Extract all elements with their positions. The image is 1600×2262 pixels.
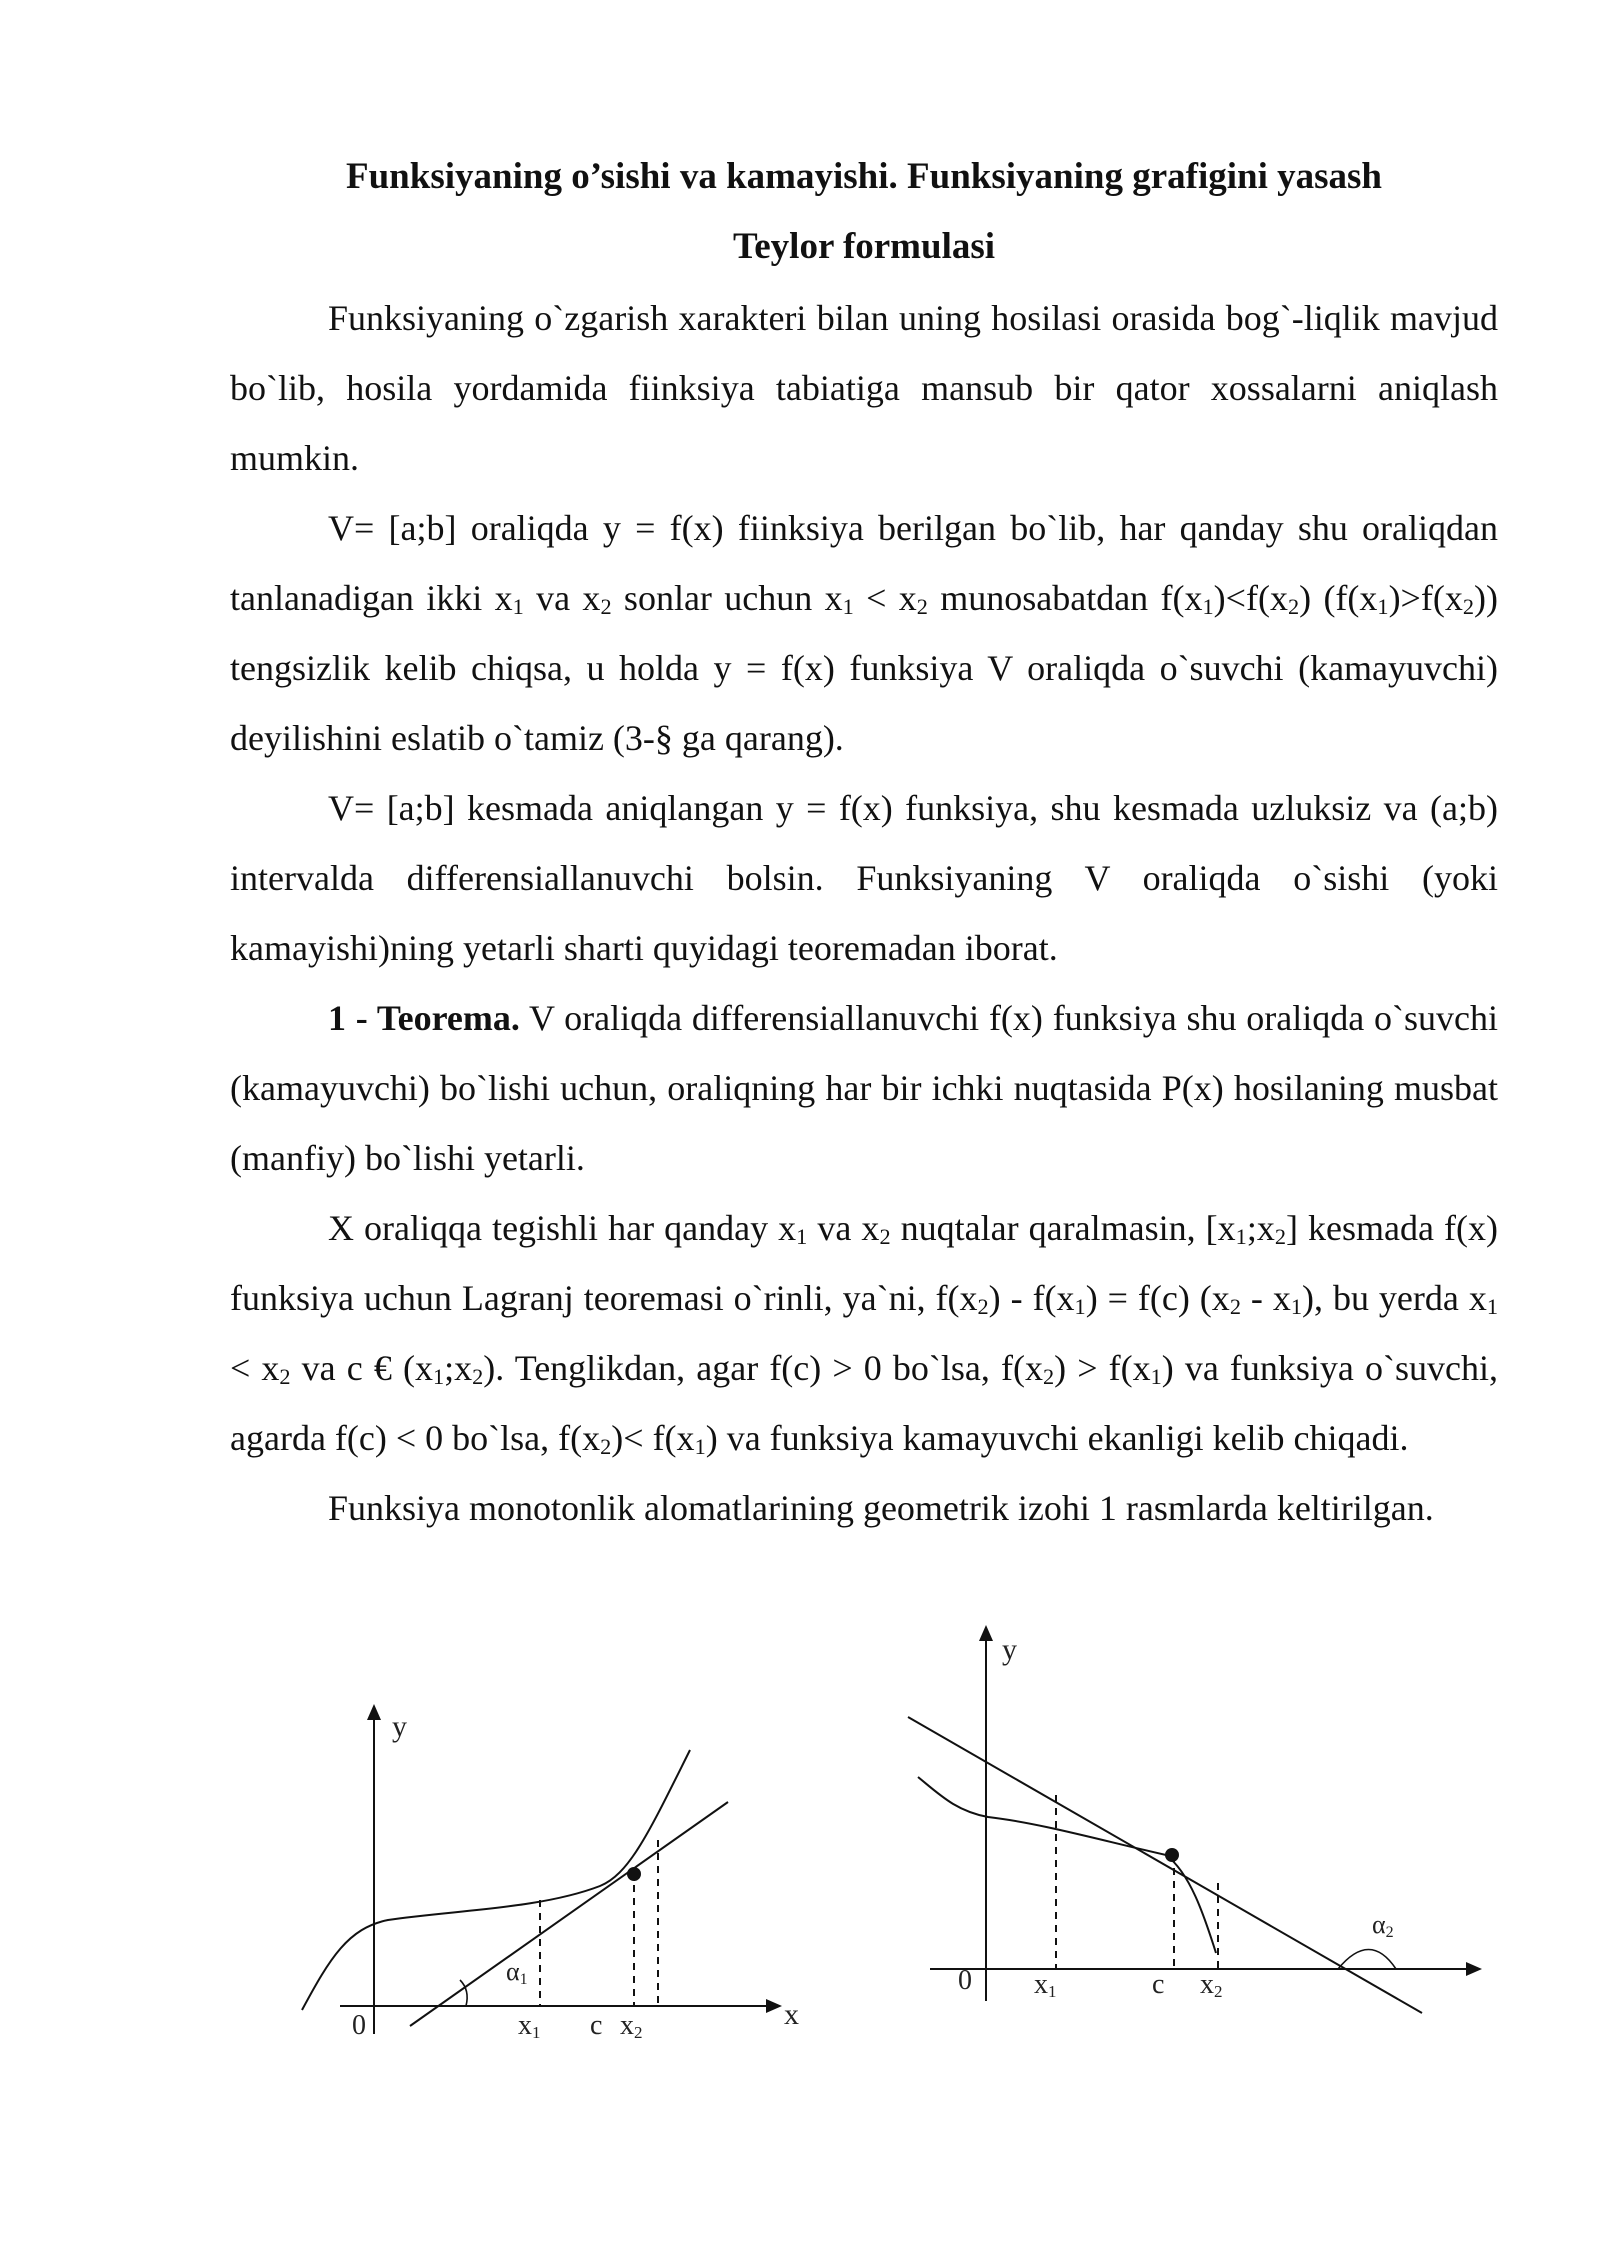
- tangent-line: [410, 1802, 728, 2026]
- alpha1-label: α1: [506, 1957, 528, 1988]
- figure-decreasing: [890, 1615, 1500, 2035]
- x-axis-arrow: [766, 1999, 782, 2013]
- paragraph-6: Funksiya monotonlik alomatlarining geometrik izohi 1 rasmlarda keltirilgan.: [328, 1488, 1434, 1528]
- page-title: Funksiyaning o’sishi va kamayishi. Funksiyaning grafigini yasash: [346, 156, 1382, 197]
- x-axis-label: x: [784, 1998, 799, 2031]
- y-axis-label: y: [392, 1710, 407, 1743]
- paragraph-theorem: 1 - Teorema. V oraliqda differensiallanuvchi f(x) funksiya shu oraliqda o`suvchi (kamayuvchi) bo`lishi uchun, oraliqning har bir ichki nuqtasida P(x) hosilaning musbat (manfiy) bo`lishi yetarli.: [230, 998, 1498, 1178]
- theorem-label: 1 - Teorema.: [328, 998, 520, 1038]
- paragraph-2: V= [a;b] oraliqda y = f(x) fiinksiya berilgan bo`lib, har qanday shu oraliqdan tanlanadigan ikki $x_1$ va $x_2$ sonlar uchun $x_1 < x_2$ munosabatdan $f(x_1)<f(x_2)$ $(f(x_1)>f(x_2))$ tengsizlik kelib chiqsa, u holda y = f(x) funksiya V oraliqda o`suvchi (kamayuvchi) deyilishini eslatib o`tamiz (3-§ ga qarang).: [230, 508, 1498, 758]
- y-axis-arrow: [367, 1704, 381, 1720]
- x2-label: x2: [620, 2010, 643, 2042]
- function-curve: [918, 1777, 1216, 1953]
- paragraph-1: Funksiyaning o`zgarish xarakteri bilan uning hosilasi orasida bog`-liqlik mavjud bo`lib, hosila yordamida fiinksiya tabiatiga mansub bir qator xossalarni aniqlash mumkin.: [230, 298, 1498, 478]
- origin-label: 0: [352, 2010, 366, 2041]
- y-axis-arrow: [979, 1625, 993, 1641]
- paragraph-3: V= [a;b] kesmada aniqlangan y = f(x) funksiya, shu kesmada uzluksiz va (a;b) intervalda differensiallanuvchi bolsin. Funksiyaning V oraliqda o`sishi (yoki kamayishi)ning yetarli sharti quyidagi teoremadan iborat.: [230, 788, 1498, 968]
- page-subtitle: Teylor formulasi: [732, 226, 996, 267]
- tangent-point: [627, 1867, 641, 1881]
- x1-label: x1: [518, 2010, 541, 2042]
- x-axis-arrow: [1466, 1962, 1482, 1976]
- c-label: c: [1152, 1969, 1165, 2000]
- angle-arc: [1338, 1950, 1396, 1970]
- x2-label: x2: [1200, 1969, 1223, 2001]
- y-axis-label: y: [1002, 1633, 1017, 1666]
- tangent-point: [1165, 1848, 1179, 1862]
- figure-increasing: [290, 1690, 830, 2070]
- paragraph-5: X oraliqqa tegishli har qanday $x_1$ va $x_2$ nuqtalar qaralmasin, $[x_1;x_2]$ kesmada f(x) funksiya uchun Lagranj teoremasi o`rinli, ya`ni, $f(x_2) - f(x_1) = f(c)$ $(x_2 - x_1)$, bu yerda $x_1 < x_2$ va c € $(x_1;x_2)$. Tenglikdan, agar f(c) > 0 bo`lsa, $f(x_2) > f(x_1)$ va funksiya o`suvchi, agarda f(c) < 0 bo`lsa, $f(x_2)< f(x_1)$ va funksiya kamayuvchi ekanligi kelib chiqadi.: [230, 1208, 1499, 1460]
- x1-label: x1: [1034, 1969, 1057, 2001]
- c-label: c: [590, 2010, 603, 2041]
- alpha2-label: α2: [1372, 1910, 1394, 1941]
- document-body: [230, 283, 1498, 1543]
- angle-arc: [460, 1980, 467, 2006]
- origin-label: 0: [958, 1965, 972, 1996]
